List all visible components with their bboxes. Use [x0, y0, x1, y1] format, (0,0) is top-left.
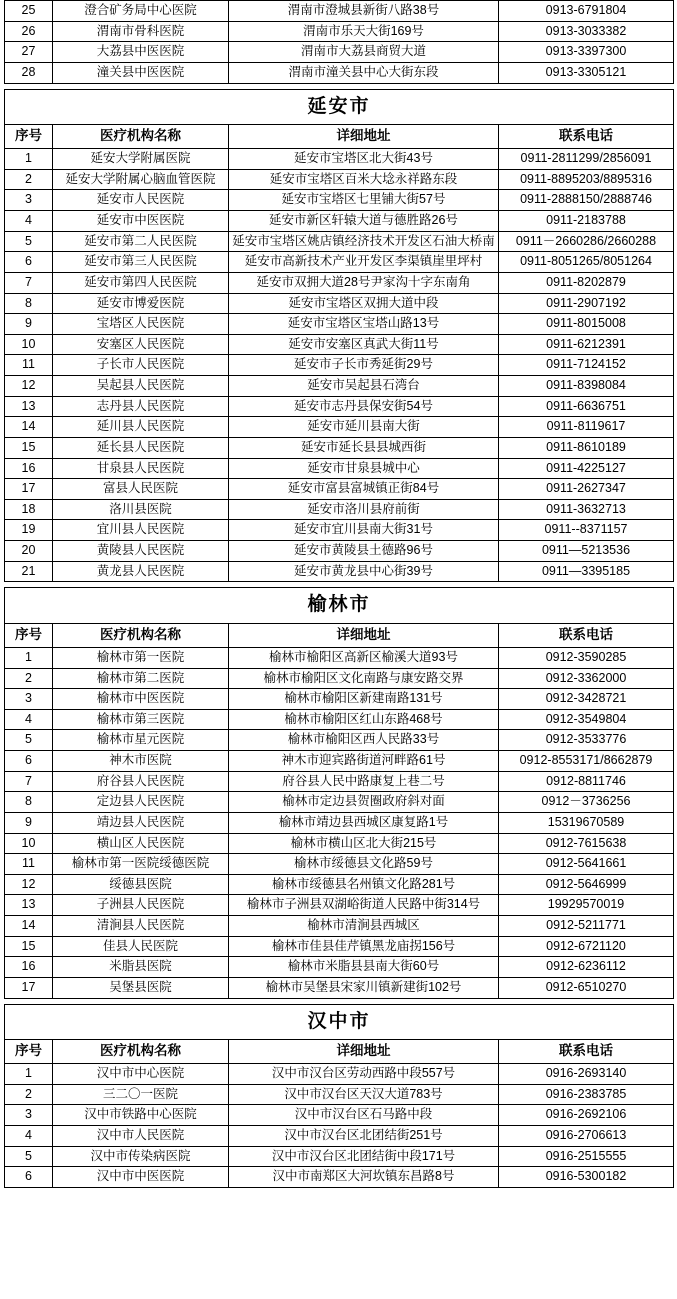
row-no: 10: [5, 334, 53, 355]
table-row: [5, 1105, 674, 1126]
row-no: 17: [5, 479, 53, 500]
row-phone: 0911-8398084: [499, 376, 674, 397]
row-address: 榆林市绥德县文化路59号: [229, 854, 499, 875]
row-phone: 0911—5213536: [499, 541, 674, 562]
table-row: [5, 231, 674, 252]
row-no: 4: [5, 709, 53, 730]
row-phone: 0912-3362000: [499, 668, 674, 689]
row-no: 12: [5, 376, 53, 397]
row-address: 延安市宝塔区姚店镇经济技术开发区石油大桥南: [229, 231, 499, 252]
row-phone: 0916-2383785: [499, 1084, 674, 1105]
row-institution-name: 榆林市星元医院: [53, 730, 229, 751]
row-institution-name: 甘泉县人民医院: [53, 458, 229, 479]
row-phone: 0912-6236112: [499, 957, 674, 978]
row-no: 3: [5, 1105, 53, 1126]
row-phone: 0911—3395185: [499, 561, 674, 582]
column-header-no: 序号: [5, 1040, 53, 1064]
row-institution-name: 榆林市第一医院: [53, 647, 229, 668]
row-address: 延安市安塞区真武大街11号: [229, 334, 499, 355]
row-no: 14: [5, 916, 53, 937]
table-row: [5, 458, 674, 479]
row-address: 延安市高新技术产业开发区李渠镇崖里坪村: [229, 252, 499, 273]
row-no: 3: [5, 689, 53, 710]
row-institution-name: 延安市人民医院: [53, 190, 229, 211]
row-address: 榆林市清涧县西城区: [229, 916, 499, 937]
row-phone: 0911-3632713: [499, 499, 674, 520]
row-institution-name: 汉中市铁路中心医院: [53, 1105, 229, 1126]
table-row: [5, 812, 674, 833]
row-no: 6: [5, 751, 53, 772]
row-phone: 0913-3397300: [499, 42, 674, 63]
table-header-row: [5, 125, 674, 149]
table-row: [5, 647, 674, 668]
row-institution-name: 清涧县人民医院: [53, 916, 229, 937]
row-phone: 0911-2627347: [499, 479, 674, 500]
row-no: 16: [5, 458, 53, 479]
row-institution-name: 黄陵县人民医院: [53, 541, 229, 562]
row-institution-name: 延安市第三人民医院: [53, 252, 229, 273]
column-header-phone: 联系电话: [499, 1040, 674, 1064]
row-address: 延安市延长县县城西街: [229, 437, 499, 458]
column-header-phone: 联系电话: [499, 624, 674, 648]
row-phone: 0912-5646999: [499, 874, 674, 895]
row-address: 延安市洛川县府前街: [229, 499, 499, 520]
row-institution-name: 榆林市第一医院绥德医院: [53, 854, 229, 875]
row-institution-name: 子洲县人民医院: [53, 895, 229, 916]
row-institution-name: 榆林市第二医院: [53, 668, 229, 689]
row-address: 延安市宝塔区七里铺大街57号: [229, 190, 499, 211]
row-no: 3: [5, 190, 53, 211]
row-no: 25: [5, 1, 53, 22]
row-phone: 0912-3428721: [499, 689, 674, 710]
row-phone: 0912-3549804: [499, 709, 674, 730]
row-no: 16: [5, 957, 53, 978]
row-phone: 0912-8811746: [499, 771, 674, 792]
table-row: [5, 977, 674, 998]
table-header-row: [5, 1040, 674, 1064]
row-no: 12: [5, 874, 53, 895]
row-address: 延安市双拥大道28号尹家沟十字东南角: [229, 272, 499, 293]
row-address: 延安市黄龙县中心街39号: [229, 561, 499, 582]
row-phone: 0912－3736256: [499, 792, 674, 813]
row-phone: 0911-2907192: [499, 293, 674, 314]
row-no: 2: [5, 169, 53, 190]
row-institution-name: 定边县人民医院: [53, 792, 229, 813]
table-row: [5, 417, 674, 438]
row-institution-name: 富县人民医院: [53, 479, 229, 500]
row-no: 20: [5, 541, 53, 562]
row-address: 延安市新区轩辕大道与德胜路26号: [229, 211, 499, 232]
row-no: 19: [5, 520, 53, 541]
row-institution-name: 榆林市第三医院: [53, 709, 229, 730]
row-institution-name: 三二〇一医院: [53, 1084, 229, 1105]
row-no: 7: [5, 272, 53, 293]
row-no: 9: [5, 812, 53, 833]
row-address: 延安市宜川县南大街31号: [229, 520, 499, 541]
row-address: 榆林市米脂县县南大街60号: [229, 957, 499, 978]
row-institution-name: 吴堡县医院: [53, 977, 229, 998]
row-phone: 0911-2183788: [499, 211, 674, 232]
table-row: [5, 42, 674, 63]
city-heading-row: [5, 1004, 674, 1040]
column-header-no: 序号: [5, 125, 53, 149]
table-row: [5, 771, 674, 792]
row-institution-name: 米脂县医院: [53, 957, 229, 978]
row-institution-name: 渭南市骨科医院: [53, 21, 229, 42]
row-no: 13: [5, 396, 53, 417]
row-institution-name: 榆林市中医医院: [53, 689, 229, 710]
table-row: [5, 355, 674, 376]
row-institution-name: 吴起县人民医院: [53, 376, 229, 397]
row-no: 6: [5, 1167, 53, 1188]
row-no: 17: [5, 977, 53, 998]
hospital-table: [4, 89, 674, 583]
city-name: 延安市: [5, 89, 674, 125]
row-institution-name: 黄龙县人民医院: [53, 561, 229, 582]
row-phone: 0912-3590285: [499, 647, 674, 668]
row-no: 5: [5, 1146, 53, 1167]
row-phone: 0912-7615638: [499, 833, 674, 854]
row-phone: 0911-2811299/2856091: [499, 149, 674, 170]
table-row: [5, 1146, 674, 1167]
row-institution-name: 横山区人民医院: [53, 833, 229, 854]
row-no: 11: [5, 355, 53, 376]
row-address: 延安市志丹县保安街54号: [229, 396, 499, 417]
table-row: [5, 874, 674, 895]
table-row: [5, 396, 674, 417]
row-address: 延安市宝塔区宝塔山路13号: [229, 314, 499, 335]
city-heading-row: [5, 588, 674, 624]
row-address: 榆林市定边县贺圈政府斜对面: [229, 792, 499, 813]
table-row: [5, 520, 674, 541]
table-row: [5, 561, 674, 582]
row-address: 榆林市榆阳区高新区榆溪大道93号: [229, 647, 499, 668]
row-institution-name: 府谷县人民医院: [53, 771, 229, 792]
row-no: 26: [5, 21, 53, 42]
row-institution-name: 宜川县人民医院: [53, 520, 229, 541]
row-no: 10: [5, 833, 53, 854]
table-row: [5, 1084, 674, 1105]
row-institution-name: 汉中市传染病医院: [53, 1146, 229, 1167]
row-phone: 0912-6510270: [499, 977, 674, 998]
column-header-address: 详细地址: [229, 624, 499, 648]
row-address: 汉中市汉台区石马路中段: [229, 1105, 499, 1126]
table-row: [5, 1064, 674, 1085]
city-heading-row: [5, 89, 674, 125]
table-row: [5, 169, 674, 190]
row-address: 汉中市汉台区北团结街中段171号: [229, 1146, 499, 1167]
table-row: [5, 211, 674, 232]
row-address: 延安市甘泉县城中心: [229, 458, 499, 479]
row-address: 渭南市潼关县中心大街东段: [229, 62, 499, 83]
row-phone: 0911-6212391: [499, 334, 674, 355]
row-phone: 0913-6791804: [499, 1, 674, 22]
row-phone: 0911-8051265/8051264: [499, 252, 674, 273]
column-header-address: 详细地址: [229, 125, 499, 149]
row-no: 5: [5, 730, 53, 751]
row-institution-name: 汉中市人民医院: [53, 1126, 229, 1147]
row-institution-name: 志丹县人民医院: [53, 396, 229, 417]
row-phone: 0911-4225127: [499, 458, 674, 479]
row-address: 榆林市横山区北大街215号: [229, 833, 499, 854]
row-address: 延安市宝塔区双拥大道中段: [229, 293, 499, 314]
row-no: 5: [5, 231, 53, 252]
row-no: 1: [5, 149, 53, 170]
row-phone: 0911-8610189: [499, 437, 674, 458]
row-address: 汉中市汉台区劳动西路中段557号: [229, 1064, 499, 1085]
row-phone: 0912-5641661: [499, 854, 674, 875]
row-institution-name: 汉中市中心医院: [53, 1064, 229, 1085]
row-institution-name: 洛川县医院: [53, 499, 229, 520]
row-address: 汉中市汉台区北团结街251号: [229, 1126, 499, 1147]
row-no: 9: [5, 314, 53, 335]
row-institution-name: 延安市博爱医院: [53, 293, 229, 314]
row-phone: 0911-7124152: [499, 355, 674, 376]
row-no: 15: [5, 437, 53, 458]
row-phone: 19929570019: [499, 895, 674, 916]
row-institution-name: 延川县人民医院: [53, 417, 229, 438]
row-address: 渭南市乐天大街169号: [229, 21, 499, 42]
row-no: 18: [5, 499, 53, 520]
table-row: [5, 190, 674, 211]
table-row: [5, 272, 674, 293]
row-address: 渭南市大荔县商贸大道: [229, 42, 499, 63]
row-no: 8: [5, 293, 53, 314]
row-address: 榆林市榆阳区新建南路131号: [229, 689, 499, 710]
table-row: [5, 293, 674, 314]
row-no: 1: [5, 1064, 53, 1085]
row-institution-name: 汉中市中医医院: [53, 1167, 229, 1188]
row-phone: 0911-8202879: [499, 272, 674, 293]
row-phone: 0913-3033382: [499, 21, 674, 42]
row-phone: 0911-8119617: [499, 417, 674, 438]
column-header-name: 医疗机构名称: [53, 1040, 229, 1064]
row-no: 4: [5, 211, 53, 232]
row-no: 6: [5, 252, 53, 273]
row-no: 1: [5, 647, 53, 668]
row-no: 2: [5, 668, 53, 689]
row-phone: 0912-8553171/8662879: [499, 751, 674, 772]
column-header-name: 医疗机构名称: [53, 624, 229, 648]
row-address: 延安市富县富城镇正街84号: [229, 479, 499, 500]
row-phone: 0916-2706613: [499, 1126, 674, 1147]
table-row: [5, 833, 674, 854]
table-row: [5, 314, 674, 335]
row-institution-name: 潼关县中医医院: [53, 62, 229, 83]
hospital-table: [4, 0, 674, 84]
table-row: [5, 689, 674, 710]
row-address: 延安市宝塔区百米大埝永祥路东段: [229, 169, 499, 190]
row-no: 27: [5, 42, 53, 63]
table-row: [5, 1167, 674, 1188]
table-row: [5, 21, 674, 42]
row-institution-name: 延安市中医医院: [53, 211, 229, 232]
table-row: [5, 149, 674, 170]
row-phone: 15319670589: [499, 812, 674, 833]
row-institution-name: 延安大学附属心脑血管医院: [53, 169, 229, 190]
row-phone: 0911-6636751: [499, 396, 674, 417]
row-institution-name: 子长市人民医院: [53, 355, 229, 376]
row-phone: 0911-8895203/8895316: [499, 169, 674, 190]
table-row: [5, 751, 674, 772]
row-institution-name: 靖边县人民医院: [53, 812, 229, 833]
row-no: 15: [5, 936, 53, 957]
row-no: 14: [5, 417, 53, 438]
row-address: 汉中市汉台区天汉大道783号: [229, 1084, 499, 1105]
table-row: [5, 541, 674, 562]
table-row: [5, 252, 674, 273]
city-name: 榆林市: [5, 588, 674, 624]
table-row: [5, 62, 674, 83]
row-institution-name: 安塞区人民医院: [53, 334, 229, 355]
row-phone: 0913-3305121: [499, 62, 674, 83]
row-address: 神木市迎宾路街道河畔路61号: [229, 751, 499, 772]
row-address: 榆林市榆阳区红山东路468号: [229, 709, 499, 730]
row-no: 8: [5, 792, 53, 813]
table-row: [5, 916, 674, 937]
table-header-row: [5, 624, 674, 648]
table-row: [5, 1126, 674, 1147]
row-no: 2: [5, 1084, 53, 1105]
row-phone: 0916-2692106: [499, 1105, 674, 1126]
table-row: [5, 376, 674, 397]
row-no: 21: [5, 561, 53, 582]
row-address: 延安市吴起县石湾台: [229, 376, 499, 397]
row-address: 汉中市南郑区大河坎镇东昌路8号: [229, 1167, 499, 1188]
table-row: [5, 730, 674, 751]
row-institution-name: 澄合矿务局中心医院: [53, 1, 229, 22]
hospital-table: [4, 1004, 674, 1188]
sections-container: [4, 0, 673, 1188]
column-header-address: 详细地址: [229, 1040, 499, 1064]
row-phone: 0911--8371157: [499, 520, 674, 541]
row-no: 13: [5, 895, 53, 916]
row-address: 榆林市榆阳区文化南路与康安路交界: [229, 668, 499, 689]
table-row: [5, 668, 674, 689]
row-phone: 0912-5211771: [499, 916, 674, 937]
row-address: 延安市子长市秀延街29号: [229, 355, 499, 376]
row-institution-name: 大荔县中医医院: [53, 42, 229, 63]
row-address: 榆林市靖边县西城区康复路1号: [229, 812, 499, 833]
column-header-no: 序号: [5, 624, 53, 648]
row-no: 4: [5, 1126, 53, 1147]
table-row: [5, 936, 674, 957]
row-no: 28: [5, 62, 53, 83]
table-row: [5, 437, 674, 458]
row-phone: 0912-6721120: [499, 936, 674, 957]
table-row: [5, 334, 674, 355]
row-address: 榆林市绥德县名州镇文化路281号: [229, 874, 499, 895]
row-address: 榆林市榆阳区西人民路33号: [229, 730, 499, 751]
row-phone: 0911-8015008: [499, 314, 674, 335]
row-address: 府谷县人民中路康复上巷二号: [229, 771, 499, 792]
row-address: 榆林市吴堡县宋家川镇新建街102号: [229, 977, 499, 998]
hospital-table: [4, 587, 674, 998]
row-phone: 0911-2888150/2888746: [499, 190, 674, 211]
table-row: [5, 479, 674, 500]
row-phone: 0911－2660286/2660288: [499, 231, 674, 252]
row-institution-name: 延安市第四人民医院: [53, 272, 229, 293]
table-row: [5, 792, 674, 813]
row-institution-name: 宝塔区人民医院: [53, 314, 229, 335]
row-no: 11: [5, 854, 53, 875]
row-address: 榆林市佳县佳芹镇黑龙庙拐156号: [229, 936, 499, 957]
row-phone: 0916-5300182: [499, 1167, 674, 1188]
row-institution-name: 绥德县医院: [53, 874, 229, 895]
table-row: [5, 499, 674, 520]
row-no: 7: [5, 771, 53, 792]
table-row: [5, 709, 674, 730]
row-institution-name: 佳县人民医院: [53, 936, 229, 957]
row-address: 渭南市澄城县新街八路38号: [229, 1, 499, 22]
row-phone: 0916-2693140: [499, 1064, 674, 1085]
row-institution-name: 延安市第二人民医院: [53, 231, 229, 252]
row-address: 延安市黄陵县土德路96号: [229, 541, 499, 562]
row-phone: 0912-3533776: [499, 730, 674, 751]
row-phone: 0916-2515555: [499, 1146, 674, 1167]
city-name: 汉中市: [5, 1004, 674, 1040]
column-header-phone: 联系电话: [499, 125, 674, 149]
row-institution-name: 神木市医院: [53, 751, 229, 772]
column-header-name: 医疗机构名称: [53, 125, 229, 149]
table-row: [5, 957, 674, 978]
row-address: 延安市延川县南大街: [229, 417, 499, 438]
row-address: 榆林市子洲县双湖峪街道人民路中街314号: [229, 895, 499, 916]
row-address: 延安市宝塔区北大街43号: [229, 149, 499, 170]
table-row: [5, 895, 674, 916]
table-row: [5, 1, 674, 22]
row-institution-name: 延长县人民医院: [53, 437, 229, 458]
row-institution-name: 延安大学附属医院: [53, 149, 229, 170]
table-row: [5, 854, 674, 875]
